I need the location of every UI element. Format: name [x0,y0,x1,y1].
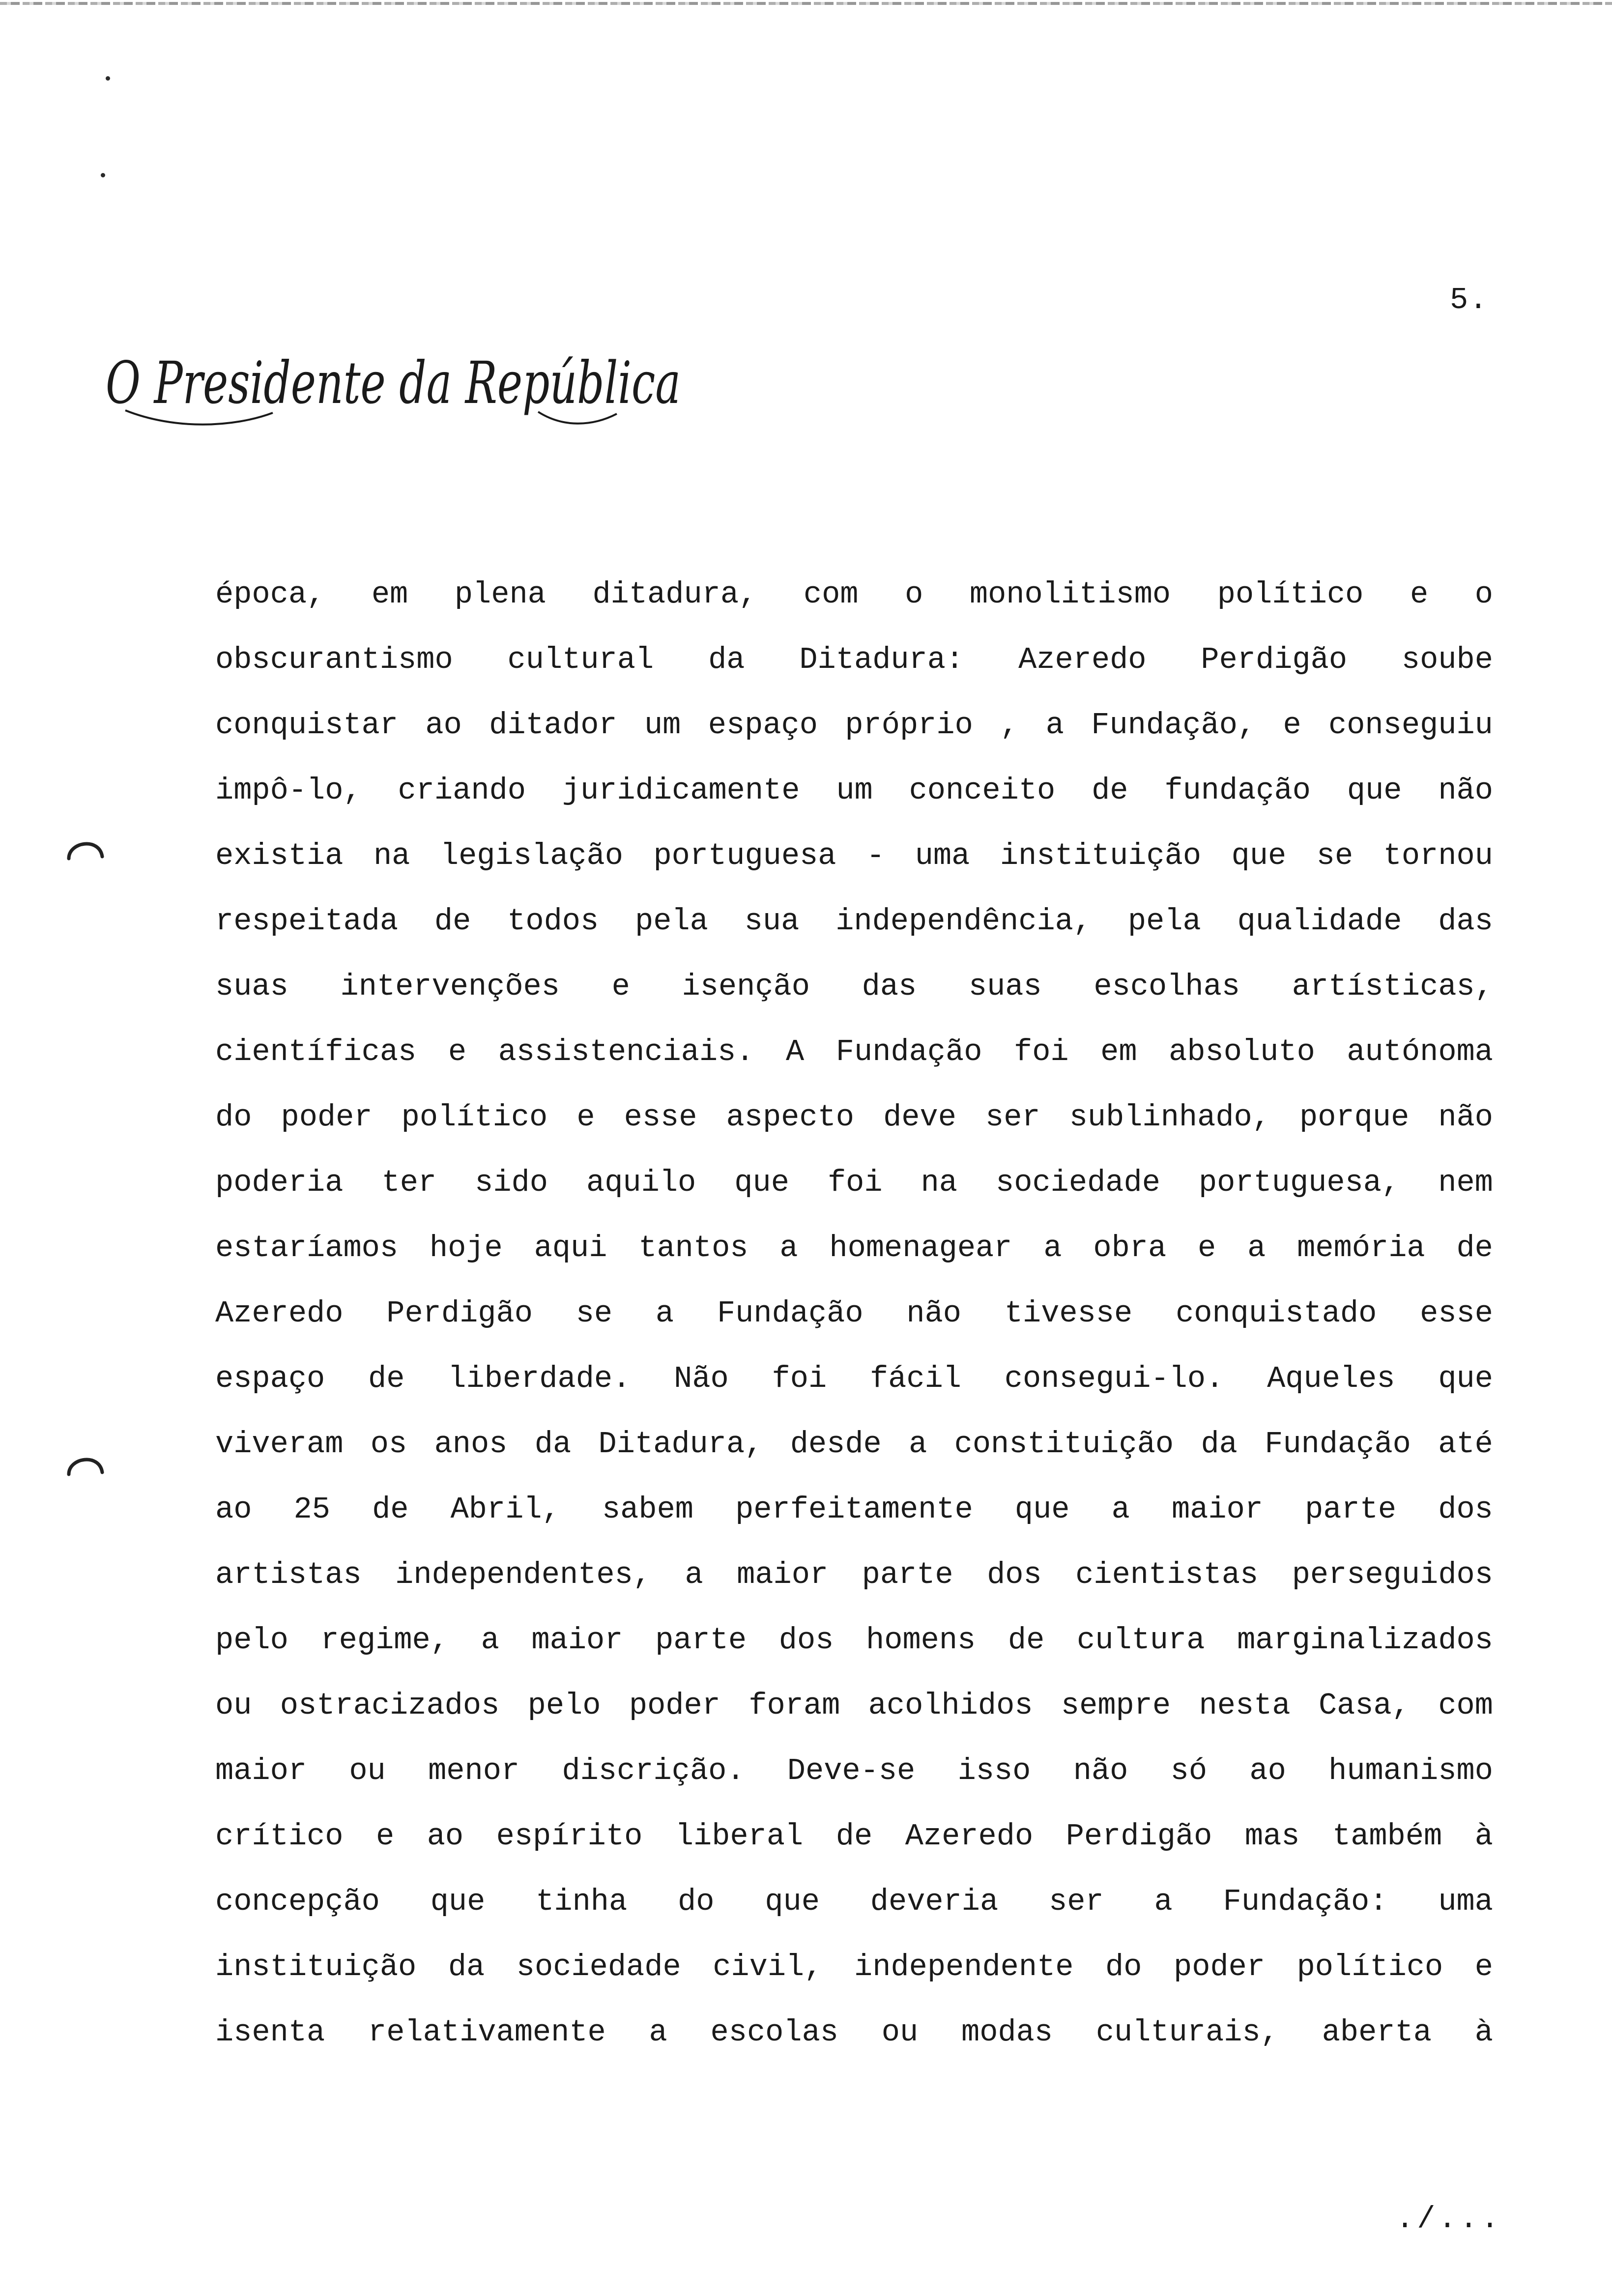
text-line: pelo regime, a maior parte dos homens de cultura marginalizados [215,1623,1493,1658]
text-line: ou ostracizados pelo poder foram acolhidos sempre nesta Casa, com [215,1688,1493,1723]
text-line: respeitada de todos pela sua independência, pela qualidade das [215,904,1493,939]
scan-speck [106,76,110,81]
continuation-mark: ./... [1396,2202,1502,2237]
text-line: estaríamos hoje aqui tantos a homenagear a obra e a memória de [215,1231,1493,1265]
text-line: concepção que tinha do que deveria ser a Fundação: uma [215,1884,1493,1919]
text-line: instituição da sociedade civil, independente do poder político e [215,1950,1493,1984]
text-line: espaço de liberdade. Não foi fácil consegui-lo. Aqueles que [215,1361,1493,1396]
text-line: Azeredo Perdigão se a Fundação não tivesse conquistado esse [215,1296,1493,1331]
text-line: crítico e ao espírito liberal de Azeredo Perdigão mas também à [215,1819,1493,1854]
text-line: época, em plena ditadura, com o monolitismo político e o [215,577,1493,612]
text-line: viveram os anos da Ditadura, desde a constituição da Fundação até [215,1427,1493,1462]
page-number: 5. [1450,283,1489,317]
text-line: isenta relativamente a escolas ou modas culturais, aberta à [215,2015,1493,2050]
text-line: poderia ter sido aquilo que foi na sociedade portuguesa, nem [215,1165,1493,1200]
text-line: maior ou menor discrição. Deve-se isso não só ao humanismo [215,1753,1493,1788]
text-line: obscurantismo cultural da Ditadura: Azeredo Perdigão soube [215,642,1493,677]
text-line: suas intervenções e isenção das suas escolhas artísticas, [215,969,1493,1004]
body-text [215,574,1493,2077]
text-line: ao 25 de Abril, sabem perfeitamente que a maior parte dos [215,1492,1493,1527]
text-line: existia na legislação portuguesa - uma instituição que se tornou [215,838,1493,873]
scan-speck [101,173,105,177]
text-line: do poder político e esse aspecto deve ser sublinhado, porque não [215,1100,1493,1135]
punch-hole-mark [65,833,104,872]
text-line: artistas independentes, a maior parte dos cientistas perseguidos [215,1557,1493,1592]
text-line: conquistar ao ditador um espaço próprio , a Fundação, e conseguiu [215,708,1493,743]
letterhead-signature-graphic [106,344,686,432]
scan-edge-artifact [0,2,1612,5]
svg-text:O Presidente da República: O Presidente da República [106,349,681,417]
letterhead-script [106,344,686,432]
punch-hole-mark [65,1449,104,1488]
text-line: científicas e assistenciais. A Fundação foi em absoluto autónoma [215,1034,1493,1069]
text-line: impô-lo, criando juridicamente um conceito de fundação que não [215,773,1493,808]
